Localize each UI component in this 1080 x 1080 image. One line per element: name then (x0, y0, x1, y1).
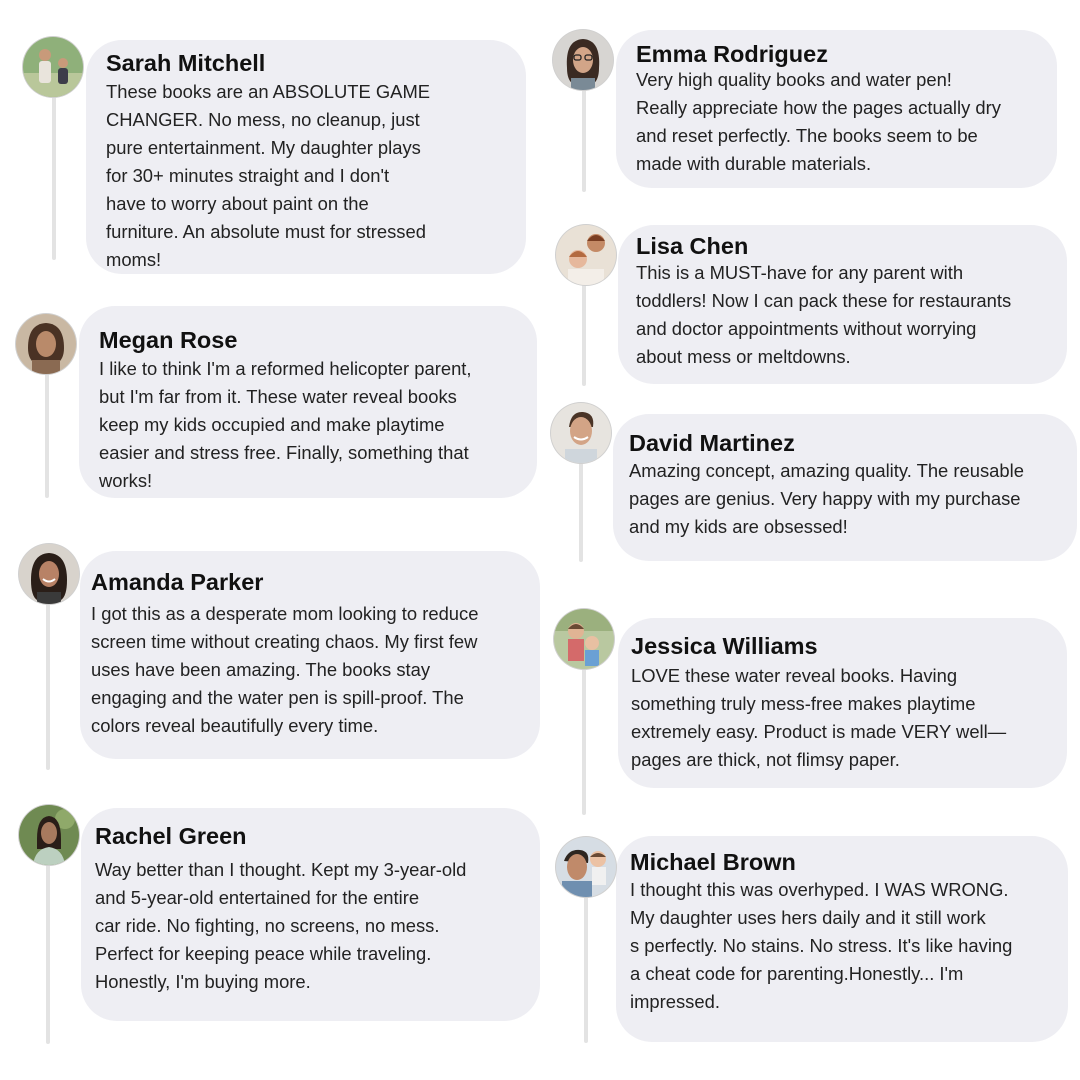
avatar (553, 30, 613, 90)
review-text: Amazing concept, amazing quality. The reusable pages are genius. Very happy with my purchase and my kids are obsessed! (629, 460, 1024, 537)
avatar-stick (46, 836, 50, 1044)
avatar (554, 609, 614, 669)
review-text: I like to think I'm a reformed helicopter parent, but I'm far from it. These water reveal books keep my kids occupied and make playtime easier and stress free. Finally, something that works! (99, 358, 472, 491)
avatar (16, 314, 76, 374)
avatar (19, 544, 79, 604)
reviewer-name: Sarah Mitchell (106, 50, 266, 76)
review-text: These books are an ABSOLUTE GAME CHANGER. No mess, no cleanup, just pure entertainment. My daughter plays for 30+ minutes straight and I don't have to worry about paint on the furniture. An absolute must for stressed moms! (106, 81, 431, 270)
reviewer-name: David Martinez (629, 430, 795, 456)
review-text: This is a MUST-have for any parent with toddlers! Now I can pack these for restaurants and doctor appointments without worrying about mess or meltdowns. (636, 262, 1012, 367)
avatar (556, 225, 616, 285)
review-text: Way better than I thought. Kept my 3-year-old and 5-year-old entertained for the entire car ride. No fighting, no screens, no mess. Perfect for keeping peace while traveling. Honestly, I'm buying more. (95, 859, 467, 992)
avatar (23, 37, 83, 97)
review-text: LOVE these water reveal books. Having something truly mess-free makes playtime extremely easy. Product is made VERY well— pages are thick, not flimsy paper. (631, 665, 1007, 770)
review-text: I got this as a desperate mom looking to reduce screen time without creating chaos. My first few uses have been amazing. The books stay engaging and the water pen is spill-proof. The colors reveal beautifully every time. (91, 603, 479, 736)
avatar-stick (52, 70, 56, 260)
reviewer-name: Rachel Green (95, 823, 247, 849)
avatar (556, 837, 616, 897)
reviewer-name: Megan Rose (99, 327, 238, 353)
avatar (19, 805, 79, 865)
reviewer-name: Emma Rodriguez (636, 41, 828, 67)
avatar (551, 403, 611, 463)
reviewer-name: Michael Brown (630, 849, 796, 875)
avatar-stick (46, 575, 50, 770)
reviewer-name: Amanda Parker (91, 569, 264, 595)
review-text: Very high quality books and water pen! Really appreciate how the pages actually dry and reset perfectly. The books seem to be made with durable materials. (636, 69, 1001, 174)
review-text: I thought this was overhyped. I WAS WRONG. My daughter uses hers daily and it still work s perfectly. No stains. No stress. It's like having a cheat code for parenting.Honestly... I'm impressed. (630, 879, 1013, 1012)
reviewer-name: Lisa Chen (636, 233, 749, 259)
reviewer-name: Jessica Williams (631, 633, 818, 659)
